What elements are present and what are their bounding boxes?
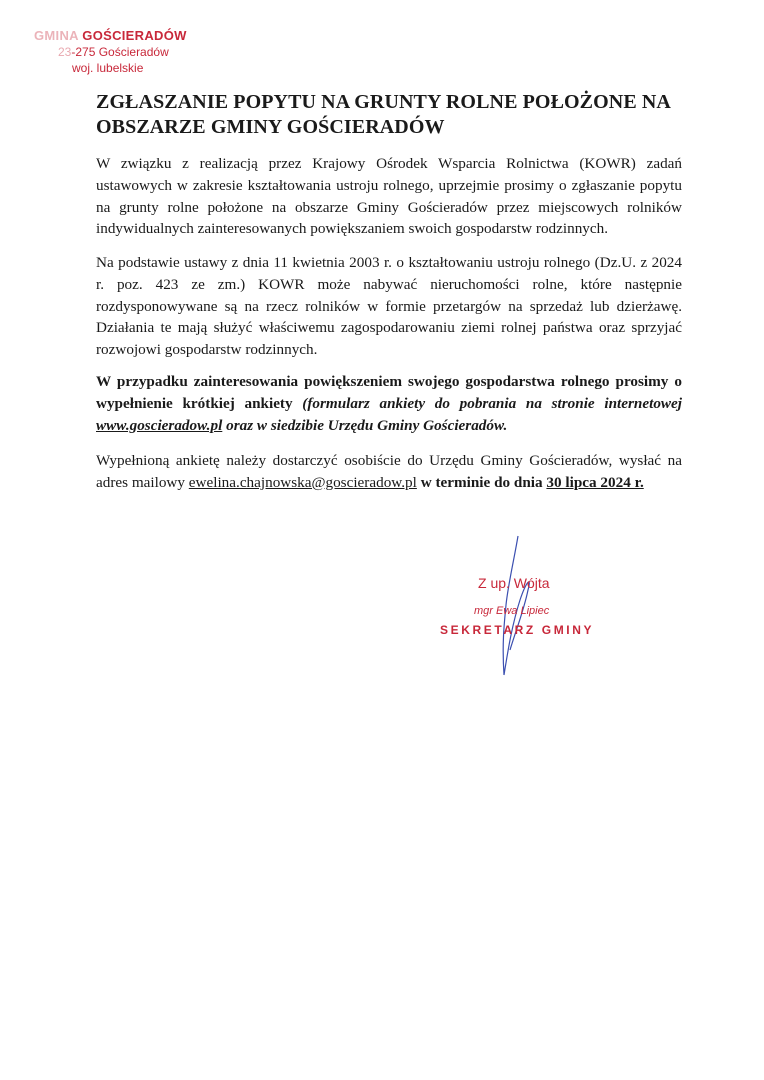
document-title: ZGŁASZANIE POPYTU NA GRUNTY ROLNE POŁOŻONE NA OBSZARZE GMINY GOŚCIERADÓW — [96, 91, 670, 138]
letterhead-postcode: 23-275 Gościeradów — [58, 45, 169, 59]
paragraph-request: W przypadku zainteresowania powiększeniem swojego gospodarstwa rolnego prosimy o wypełnienie krótkiej ankiety (formularz ankiety do pobrania na stronie internetowej www.goscieradow.pl oraz w siedzibie Urzędu Gminy Gościeradów. — [96, 373, 683, 434]
paragraph-legal-basis: Na podstawie ustawy z dnia 11 kwietnia 2003 r. o kształtowaniu ustroju rolnego (Dz.U. z 2024 r. poz. 423 ze zm.) KOWR może nabywać nieruchomości rolne, które następnie rozdysponowywane są na rzecz rolników w formie przetargów na sprzedaż lub dzierżawę. Działania te mają służyć właściwemu zagospodarowaniu ziemi rolnej państwa oraz sprzyjać rozwojowi gospodarstw rodzinnych. — [96, 254, 682, 359]
letterhead — [34, 28, 234, 76]
stamp-name: mgr Ewa Lipiec — [474, 605, 550, 617]
deadline: 30 lipca 2024 r. — [546, 473, 644, 491]
stamp-position: SEKRETARZ GMINY — [440, 623, 595, 637]
paragraph-submission: Wypełnioną ankietę należy dostarczyć osobiście do Urzędu Gminy Gościeradów, wysłać na adres mailowy ewelina.chajnowska@goscieradow.pl w terminie do dnia 30 lipca 2024 r. — [96, 452, 682, 491]
stamp-on-behalf: Z up. Wójta — [478, 575, 550, 591]
letterhead-municipality: GMINA GOŚCIERADÓW — [34, 28, 187, 43]
email-link[interactable]: ewelina.chajnowska@goscieradow.pl — [188, 473, 417, 491]
website-link[interactable]: www.goscieradow.pl — [96, 416, 223, 434]
paragraph-intro: W związku z realizacją przez Krajowy Ośrodek Wsparcia Rolnictwa (KOWR) zadań ustawowych w zakresie kształtowania ustroju rolnego, uprzejmie prosimy o zgłaszanie popytu na grunty rolne położone na obszarze Gminy Gościeradów przez miejscowych rolników indywidualnych zainteresowanych powiększaniem swoich gospodarstw rodzinnych. — [96, 155, 682, 238]
letterhead-region: woj. lubelskie — [72, 61, 144, 75]
